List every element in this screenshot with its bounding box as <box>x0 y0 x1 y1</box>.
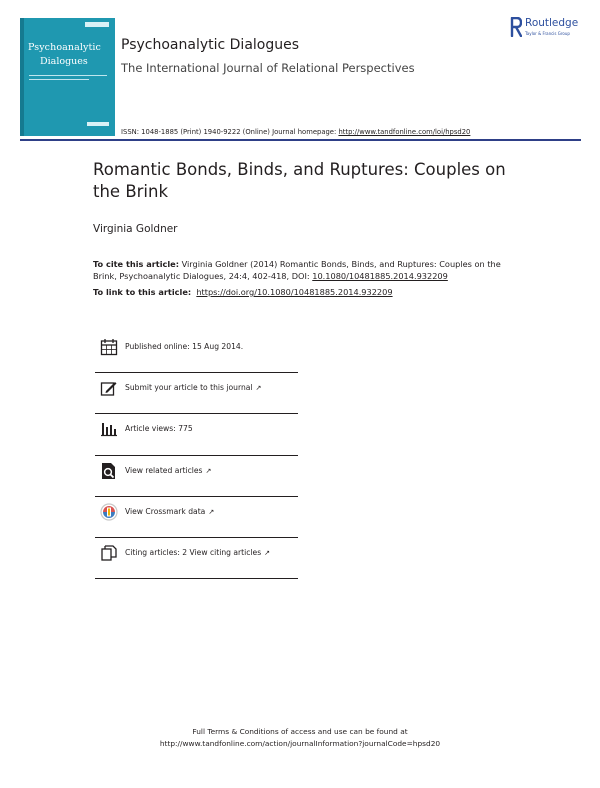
cover-tag <box>85 22 109 27</box>
footer-terms <box>0 726 600 750</box>
footer-terms-link[interactable]: http://www.tandfonline.com/action/journalInformation?journalCode=hpsd20 <box>159 739 441 748</box>
cover-rule <box>29 75 107 76</box>
citing-articles-row[interactable] <box>95 538 298 579</box>
citation-block <box>93 258 523 282</box>
citing-articles-icon <box>100 544 118 562</box>
external-link-icon: ↗ <box>208 507 215 516</box>
issn-line <box>121 128 470 136</box>
cover-title-line2: Dialogues <box>40 56 88 67</box>
published-online-text: Published online: 15 Aug 2014. <box>125 342 244 351</box>
crossmark-icon <box>100 503 118 521</box>
citation-text: Virginia Goldner (2014) Romantic Bonds, Binds, and Ruptures: Couples on the Brink, Psychoanalytic Dialogues, 24:4, 402-418, DOI: <box>93 259 501 281</box>
external-link-icon: ↗ <box>205 466 212 475</box>
external-link-icon: ↗ <box>264 548 271 557</box>
submit-article-link[interactable]: Submit your article to this journal ↗ <box>125 383 262 393</box>
journal-subtitle: The International Journal of Relational Perspectives <box>121 61 415 75</box>
bar-chart-icon <box>100 420 118 438</box>
related-articles-row[interactable] <box>95 456 298 497</box>
journal-homepage-link[interactable]: http://www.tandfonline.com/loi/hpsd20 <box>338 128 471 136</box>
issn-text: ISSN: 1048-1885 (Print) 1940-9222 (Online) Journal homepage: <box>121 128 339 136</box>
journal-cover-image <box>20 18 115 136</box>
article-author: Virginia Goldner <box>93 223 178 235</box>
publisher-name: Routledge <box>525 17 579 29</box>
link-label: To link to this article: <box>93 287 192 297</box>
crossmark-link[interactable]: View Crossmark data ↗ <box>125 506 215 516</box>
citation-doi-link[interactable]: 10.1080/10481885.2014.932209 <box>312 271 448 281</box>
footer-line-1: Full Terms & Conditions of access and use can be found at <box>192 727 408 736</box>
submit-article-row[interactable] <box>95 373 298 414</box>
publisher-logo <box>510 17 590 41</box>
article-views-row <box>95 414 298 455</box>
cover-spine <box>20 18 24 136</box>
article-views-text: Article views: 775 <box>125 424 193 434</box>
article-doi-link[interactable]: https://doi.org/10.1080/10481885.2014.932209 <box>196 287 393 297</box>
cover-footer-mark <box>87 122 109 126</box>
external-link-icon: ↗ <box>255 384 262 393</box>
routledge-logo-icon <box>510 17 522 37</box>
cover-rule-2 <box>29 79 89 80</box>
calendar-icon <box>100 338 118 356</box>
published-online-row <box>95 332 298 373</box>
citing-articles-link[interactable]: Citing articles: 2 View citing articles ↗ <box>125 547 271 557</box>
submit-icon <box>100 379 118 397</box>
publisher-tagline: Taylor & Francis Group <box>525 31 570 36</box>
citation-label: To cite this article: <box>93 259 179 269</box>
related-articles-icon <box>100 462 118 480</box>
article-title: Romantic Bonds, Binds, and Ruptures: Couples on the Brink <box>93 160 506 201</box>
journal-title: Psychoanalytic Dialogues <box>121 37 300 53</box>
related-articles-link[interactable]: View related articles ↗ <box>125 465 212 475</box>
cover-title-line1: Psychoanalytic <box>28 42 101 53</box>
crossmark-row[interactable] <box>95 497 298 538</box>
article-link-line <box>93 287 393 297</box>
header-divider <box>20 139 581 141</box>
article-metadata-list <box>95 332 298 579</box>
